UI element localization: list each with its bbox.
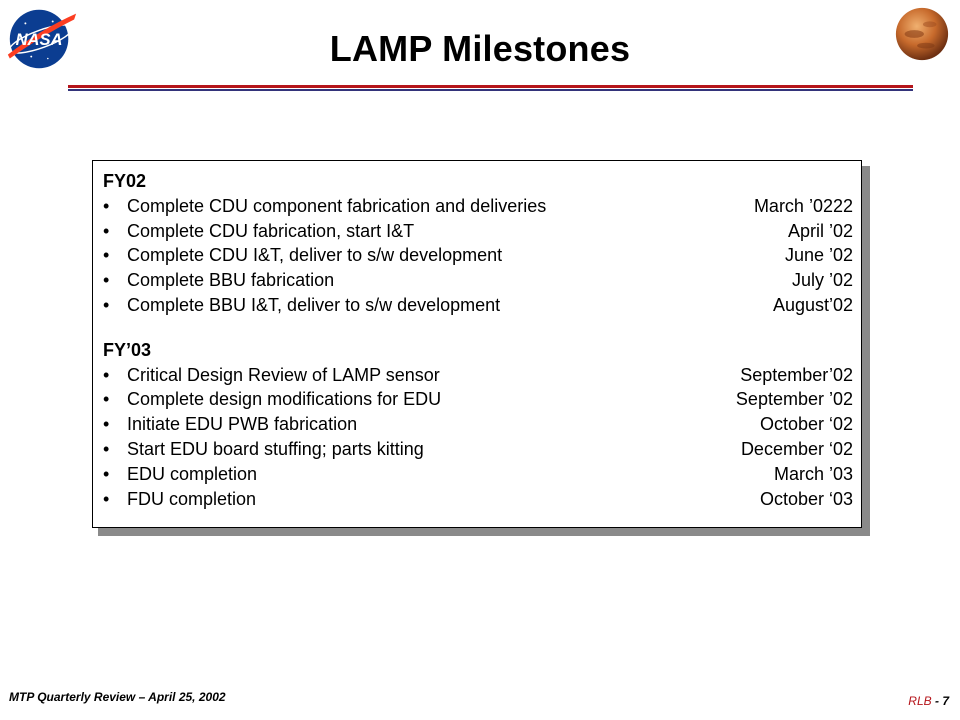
title-rule-blue: [68, 89, 913, 91]
bullet-icon: •: [103, 294, 110, 315]
milestone-task: Start EDU board stuffing; parts kitting: [127, 438, 424, 459]
milestone-row: [103, 437, 853, 462]
milestone-task: FDU completion: [127, 488, 257, 509]
bullet-icon: •: [103, 438, 110, 459]
milestone-row: [103, 243, 853, 268]
milestone-date: April ’02: [787, 220, 853, 241]
footer-event: MTP Quarterly Review – April 25, 2002: [9, 690, 226, 704]
milestone-task: Complete CDU I&T, deliver to s/w development: [127, 245, 503, 266]
footer-page-info: [908, 694, 949, 708]
slide-title: LAMP Milestones: [329, 28, 631, 69]
milestone-task: Complete BBU fabrication: [127, 270, 335, 291]
milestone-task: Complete design modifications for EDU: [127, 389, 442, 410]
footer-author: RLB: [908, 694, 932, 708]
milestone-task: Complete CDU fabrication, start I&T: [127, 220, 415, 241]
milestones-box: [92, 160, 862, 528]
milestone-row: [103, 387, 853, 412]
milestone-row: [103, 293, 853, 318]
milestone-task: Initiate EDU PWB fabrication: [127, 414, 358, 435]
milestone-date: August’02: [772, 294, 853, 315]
milestone-date: March ’03: [773, 463, 853, 484]
milestone-date: September ’02: [735, 389, 853, 410]
milestone-row: [103, 487, 853, 512]
milestone-date: June ’02: [784, 245, 853, 266]
bullet-icon: •: [103, 488, 110, 509]
section-heading: FY’03: [103, 339, 152, 360]
milestone-row: [103, 219, 853, 244]
bullet-icon: •: [103, 195, 110, 216]
bullet-icon: •: [103, 364, 110, 385]
bullet-icon: •: [103, 220, 110, 241]
milestone-row: [103, 462, 853, 487]
milestone-task: Critical Design Review of LAMP sensor: [127, 364, 440, 385]
title-rule-red: [68, 85, 913, 88]
svg-text:NASA: NASA: [15, 29, 63, 49]
milestone-row: [103, 363, 853, 388]
milestone-date: July ’02: [791, 270, 853, 291]
section-heading: FY02: [103, 171, 147, 191]
milestone-date: December ‘02: [740, 438, 853, 459]
page-number: 7: [942, 694, 949, 708]
milestone-task: Complete BBU I&T, deliver to s/w development: [127, 294, 501, 315]
milestone-date: March ’0222: [753, 195, 853, 216]
bullet-icon: •: [103, 389, 110, 410]
milestone-date: October ‘02: [759, 414, 853, 435]
section-spacer: [103, 318, 853, 338]
milestone-row: [103, 268, 853, 293]
milestone-row: [103, 412, 853, 437]
milestone-row: [103, 194, 853, 219]
bullet-icon: •: [103, 245, 110, 266]
milestone-date: October ‘03: [759, 488, 853, 509]
milestone-task: EDU completion: [127, 463, 258, 484]
milestones-list: [103, 169, 853, 511]
footer-separator: -: [934, 694, 939, 708]
milestone-task: Complete CDU component fabrication and deliveries: [127, 195, 547, 216]
bullet-icon: •: [103, 270, 110, 291]
bullet-icon: •: [103, 463, 110, 484]
milestone-date: September’02: [740, 364, 853, 385]
bullet-icon: •: [103, 414, 110, 435]
